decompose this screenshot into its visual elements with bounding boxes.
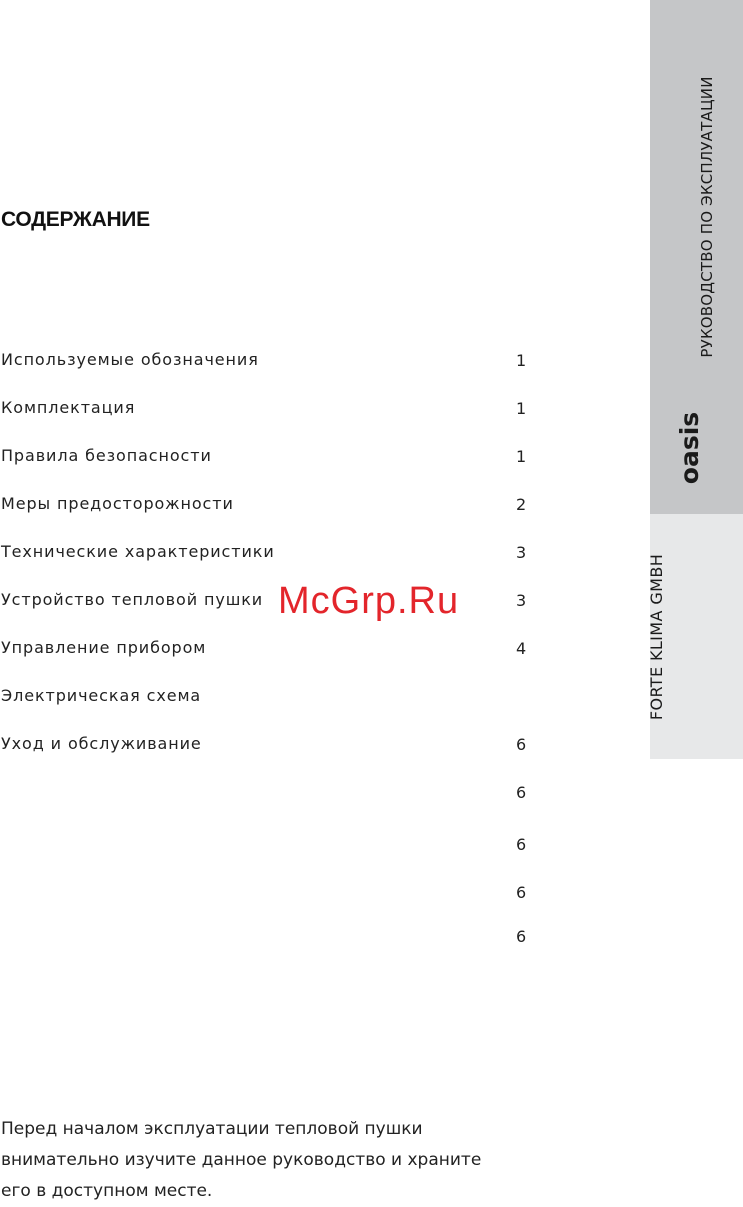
- toc-entry-page: 1: [516, 447, 527, 466]
- side-tab-title: РУКОВОДСТВО ПО ЭКСПЛУАТАЦИИ: [698, 76, 716, 358]
- toc-entry-page: 6: [516, 783, 527, 802]
- intro-line: его в доступном месте.: [1, 1181, 213, 1201]
- intro-line: внимательно изучите данное руководство и храните: [1, 1150, 482, 1170]
- toc-entry-title: Управление прибором: [1, 638, 207, 657]
- toc-entry-page: 3: [516, 543, 527, 562]
- page-title: СОДЕРЖАНИЕ: [1, 208, 150, 231]
- toc-entry-title: Устройство тепловой пушки: [1, 590, 264, 609]
- toc-entry-page: 3: [516, 591, 527, 610]
- toc-entry-title: Комплектация: [1, 398, 136, 417]
- toc-entry-page: 6: [516, 883, 527, 902]
- toc-entry-page: 1: [516, 351, 527, 370]
- toc-entry-title: Технические характеристики: [1, 542, 275, 561]
- watermark: McGrp.Ru: [278, 580, 460, 622]
- intro-note: [1, 1114, 501, 1207]
- intro-line: Перед началом эксплуатации тепловой пушки: [1, 1119, 423, 1139]
- toc-entry-title: Уход и обслуживание: [1, 734, 202, 753]
- toc-entry-title: Меры предосторожности: [1, 494, 234, 513]
- toc-entry-page: 4: [516, 639, 527, 658]
- toc-entry-page: 6: [516, 927, 527, 946]
- toc-entry-page: 6: [516, 835, 527, 854]
- toc-entry-title: Электрическая схема: [1, 686, 202, 705]
- toc-entry-page: 2: [516, 495, 527, 514]
- toc-entry-title: Правила безопасности: [1, 446, 212, 465]
- company-name: FORTE KLIMA GMBH: [647, 553, 666, 721]
- toc-entry-page: 1: [516, 399, 527, 418]
- brand-logo: oasis: [675, 411, 704, 485]
- toc-entry-page: 6: [516, 735, 527, 754]
- toc-entry-title: Используемые обозначения: [1, 350, 259, 369]
